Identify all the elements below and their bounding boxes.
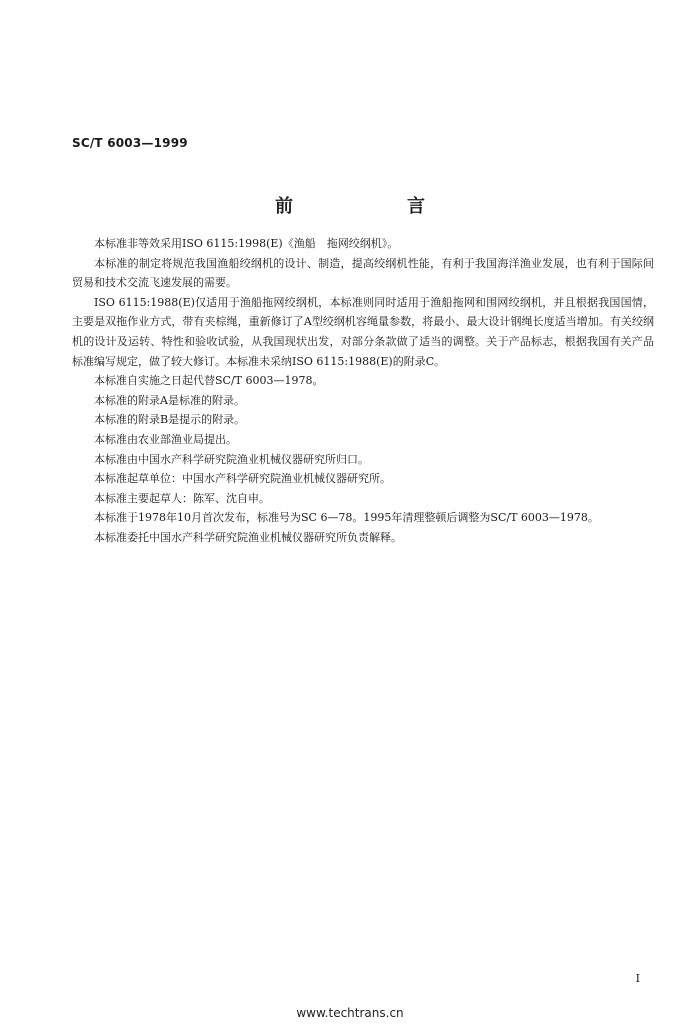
paragraph-interpretation: 本标准委托中国水产科学研究院渔业机械仪器研究所负责解释。 (94, 530, 402, 544)
page-title: 前 言 (275, 196, 473, 217)
footer-url: www.techtrans.cn (296, 1006, 404, 1020)
paragraph-drafting-unit: 本标准起草单位：中国水产科学研究院渔业机械仪器研究所。 (94, 472, 391, 486)
standard-code: SC/T 6003—1999 (72, 136, 188, 150)
page-number: I (635, 972, 640, 985)
paragraph-adoption: 本标准非等效采用ISO 6115:1998(E)《渔船 拖网绞纲机》。 (94, 237, 399, 250)
paragraph-replaces: 本标准自实施之日起代替SC/T 6003—1978。 (94, 374, 324, 388)
paragraph-centralized-by: 本标准由中国水产科学研究院渔业机械仪器研究所归口。 (94, 452, 369, 466)
paragraph-proposed-by: 本标准由农业部渔业局提出。 (94, 432, 237, 446)
paragraph-annex-b: 本标准的附录B是提示的附录。 (94, 413, 246, 427)
paragraph-annex-a: 本标准的附录A是标准的附录。 (94, 393, 245, 407)
foreword-body (72, 234, 654, 548)
paragraph-scope-differences: ISO 6115:1988(E)仅适用于渔船拖网绞纲机，本标准则同时适用于渔船拖网和围网绞纲机，并且根据我国国情，主要是双拖作业方式，带有夹棕绳，重新修订了A型绞纲机容绳量参数，将最小、最大设计钢绳长度适当增加。有关绞纲机的设计及运转、特性和验收试验，从我国现状出发，对部分条款做了适当的调整。关于产品标志，根据我国有关产品标准编写规定，做了较大修订。本标准未采纳ISO 6115:1988(E)的附录C。 (72, 295, 654, 368)
paragraph-history: 本标准于1978年10月首次发布，标准号为SC 6—78。1995年清理整顿后调整为SC/T 6003—1978。 (94, 511, 599, 525)
paragraph-drafters: 本标准主要起草人：陈军、沈自申。 (94, 491, 270, 505)
paragraph-purpose: 本标准的制定将规范我国渔船绞纲机的设计、制造，提高绞纲机性能，有利于我国海洋渔业发展，也有利于国际间贸易和技术交流飞速发展的需要。 (72, 256, 654, 290)
